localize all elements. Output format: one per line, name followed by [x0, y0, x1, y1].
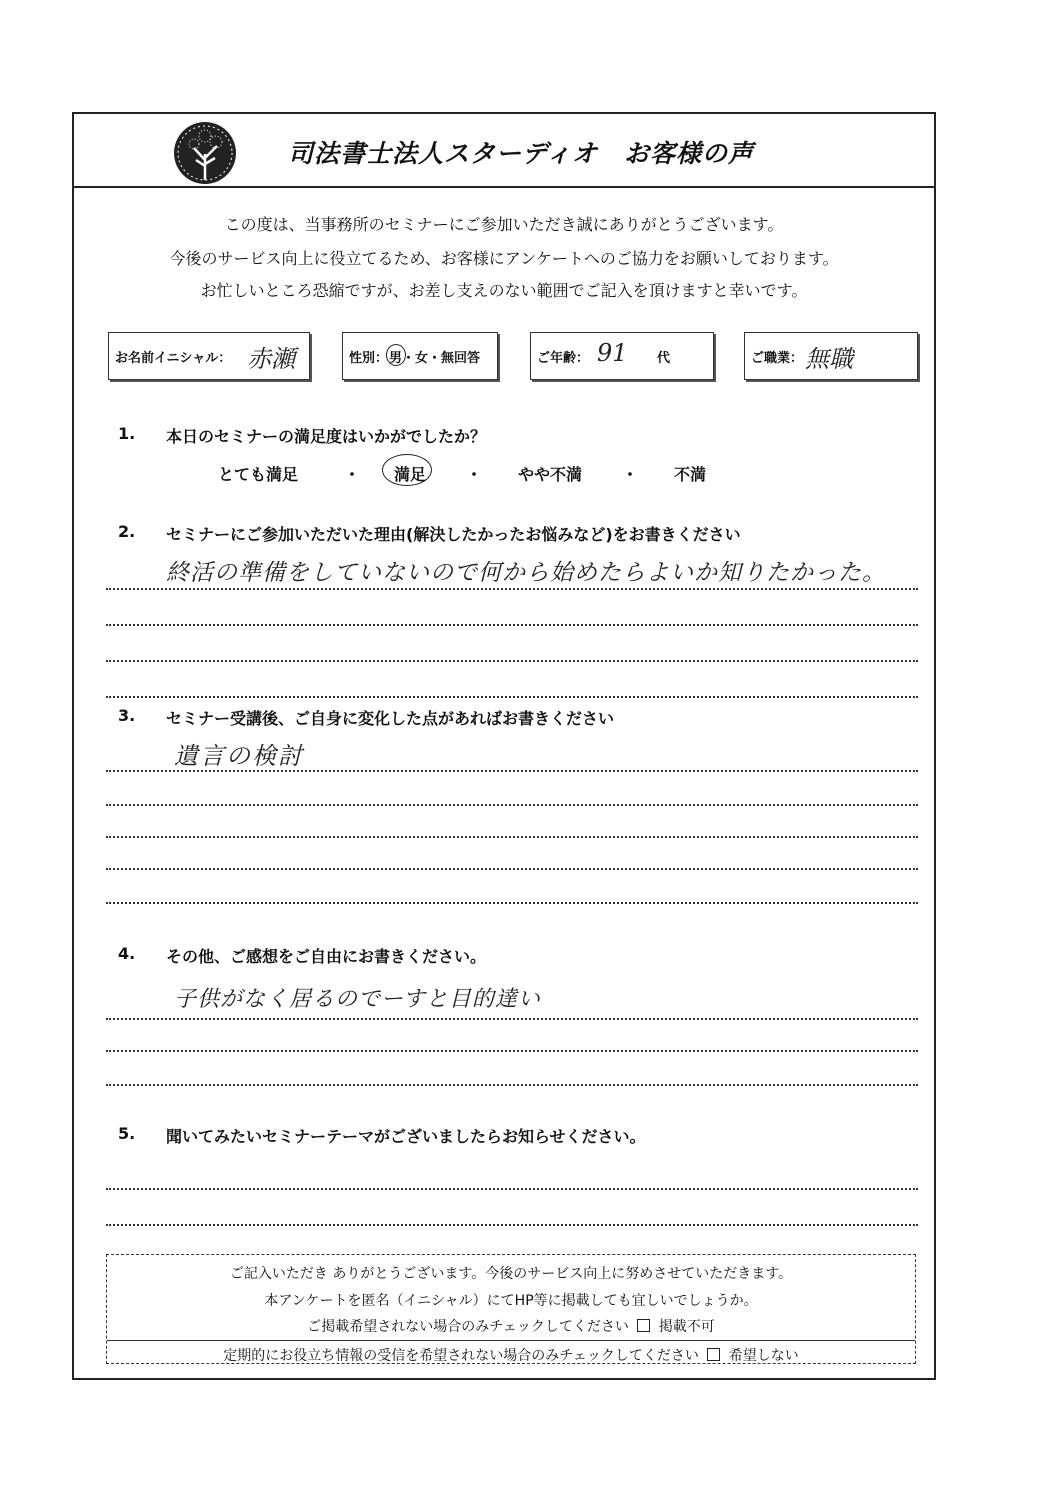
answer-line: [106, 588, 918, 590]
option-satisfied[interactable]: 満足: [394, 465, 427, 484]
footer-thanks: ご記入いただき ありがとうございます。今後のサービス向上に努めさせていただきます。: [229, 1266, 793, 1282]
footer-publish-question: 本アンケートを匿名（イニシャル）にてHP等に掲載しても宜しいでしょうか。: [264, 1293, 758, 1309]
selected-circle: [382, 454, 432, 486]
answer-line: [106, 1050, 918, 1052]
answer-line: [106, 836, 918, 838]
form-header: [74, 114, 934, 188]
answer-line: [106, 902, 918, 904]
initial-value: 赤瀬: [247, 345, 295, 373]
page-title: 司法書士法人スターディオ お客様の声: [288, 139, 755, 168]
option-dot: ・: [344, 465, 361, 484]
job-label: ご職業：: [751, 351, 804, 366]
initial-label: お名前イニシャル：: [115, 351, 232, 366]
answer-line: [106, 804, 918, 806]
age-value: 91: [597, 339, 628, 367]
occupation-field[interactable]: [744, 332, 918, 380]
answer-line: [106, 1084, 918, 1086]
tree-logo-icon: [172, 120, 238, 186]
age-label: ご年齢：: [537, 351, 590, 366]
answer-3: 遺言の検討: [174, 742, 304, 770]
footer-newsletter-check: 定期的にお役立ち情報の受信を希望されない場合のみチェックしてください 希望しない: [223, 1348, 799, 1364]
footer-notice: [106, 1254, 916, 1364]
initial-field[interactable]: [108, 332, 310, 380]
option-very-satisfied[interactable]: とても満足: [218, 465, 299, 484]
option-somewhat-unsatisfied[interactable]: やや不満: [518, 465, 583, 484]
publish-refuse-checkbox[interactable]: [637, 1319, 650, 1332]
age-field[interactable]: [530, 332, 714, 380]
age-suffix: 代: [657, 351, 671, 366]
survey-form: 司法書士法人スターディオ お客様の声 この度は、当事務所のセミナーにご参加いただき誠にありがとうございます。 今後のサービス向上に役立てるため、お客様にアンケートへのご協力をお願いしております。 お忙しいところ恐縮ですが、お差し支えのない範囲でご記入を頂けますと幸いです。 お名前イニシャル： 赤瀬 性別： 男・女・無回答 ご年齢： 91 代 ご職業： 無職 1. 本日のセミナーの満足度はいかがでしたか？ とても満足 ・ 満足 ・ やや不満 ・ 不満 2. セミナーにご参加いただいた理由(解決したかったお悩みなど)をお書きください 終活の準備をしていないので何から始めたらよいか知りたかった。 3. セミナー受講後、ご自身に変化した点があればお書きください 遺言の検討 4. その他、ご感想をご自由にお書きください。 子供がなく居るのでーすと目的達い 5. 聞いてみたいセミナーテーマがございましたらお知らせください。 ご記入いただき ありがとうございます。今後のサービス向上に努めさせていただきます。 本アンケートを匿名（イニシャル）にてHP等に掲載しても宜しいでしょうか。 ご掲載希望されない場合のみチェックしてください 掲載不可 定期的にお役立ち情報の受信を希望されない場合のみチェックしてください 希望しない: [72, 112, 936, 1380]
newsletter-refuse-checkbox[interactable]: [707, 1348, 720, 1361]
answer-line: [106, 696, 918, 698]
answer-line: [106, 868, 918, 870]
answer-line: [106, 1188, 918, 1190]
intro-line: この度は、当事務所のセミナーにご参加いただき誠にありがとうございます。: [224, 215, 784, 234]
option-unsatisfied[interactable]: 不満: [674, 465, 707, 484]
publish-refuse-label: 掲載不可: [658, 1319, 715, 1335]
answer-line: [106, 1018, 918, 1020]
newsletter-refuse-label: 希望しない: [728, 1348, 799, 1364]
answer-line: [106, 660, 918, 662]
intro-line: お忙しいところ恐縮ですが、お差し支えのない範囲でご記入を頂けますと幸いです。: [200, 281, 808, 300]
answer-4: 子供がなく居るのでーすと目的達い: [174, 987, 541, 1012]
answer-line: [106, 624, 918, 626]
gender-options: 男・女・無回答: [389, 351, 481, 366]
answer-2: 終活の準備をしていないので何から始めたらよいか知りたかった。: [166, 560, 886, 586]
job-value: 無職: [805, 345, 853, 373]
intro-line: 今後のサービス向上に役立てるため、お客様にアンケートへのご協力をお願いしております。: [169, 249, 839, 268]
gender-label: 性別：: [349, 351, 389, 366]
option-dot: ・: [622, 465, 639, 484]
option-dot: ・: [466, 465, 483, 484]
footer-divider: [107, 1340, 915, 1341]
answer-line: [106, 770, 918, 772]
gender-field[interactable]: [342, 332, 498, 380]
footer-publish-check: ご掲載希望されない場合のみチェックしてください 掲載不可: [307, 1319, 715, 1335]
gender-selected-circle: [386, 344, 406, 366]
answer-line: [106, 1224, 918, 1226]
